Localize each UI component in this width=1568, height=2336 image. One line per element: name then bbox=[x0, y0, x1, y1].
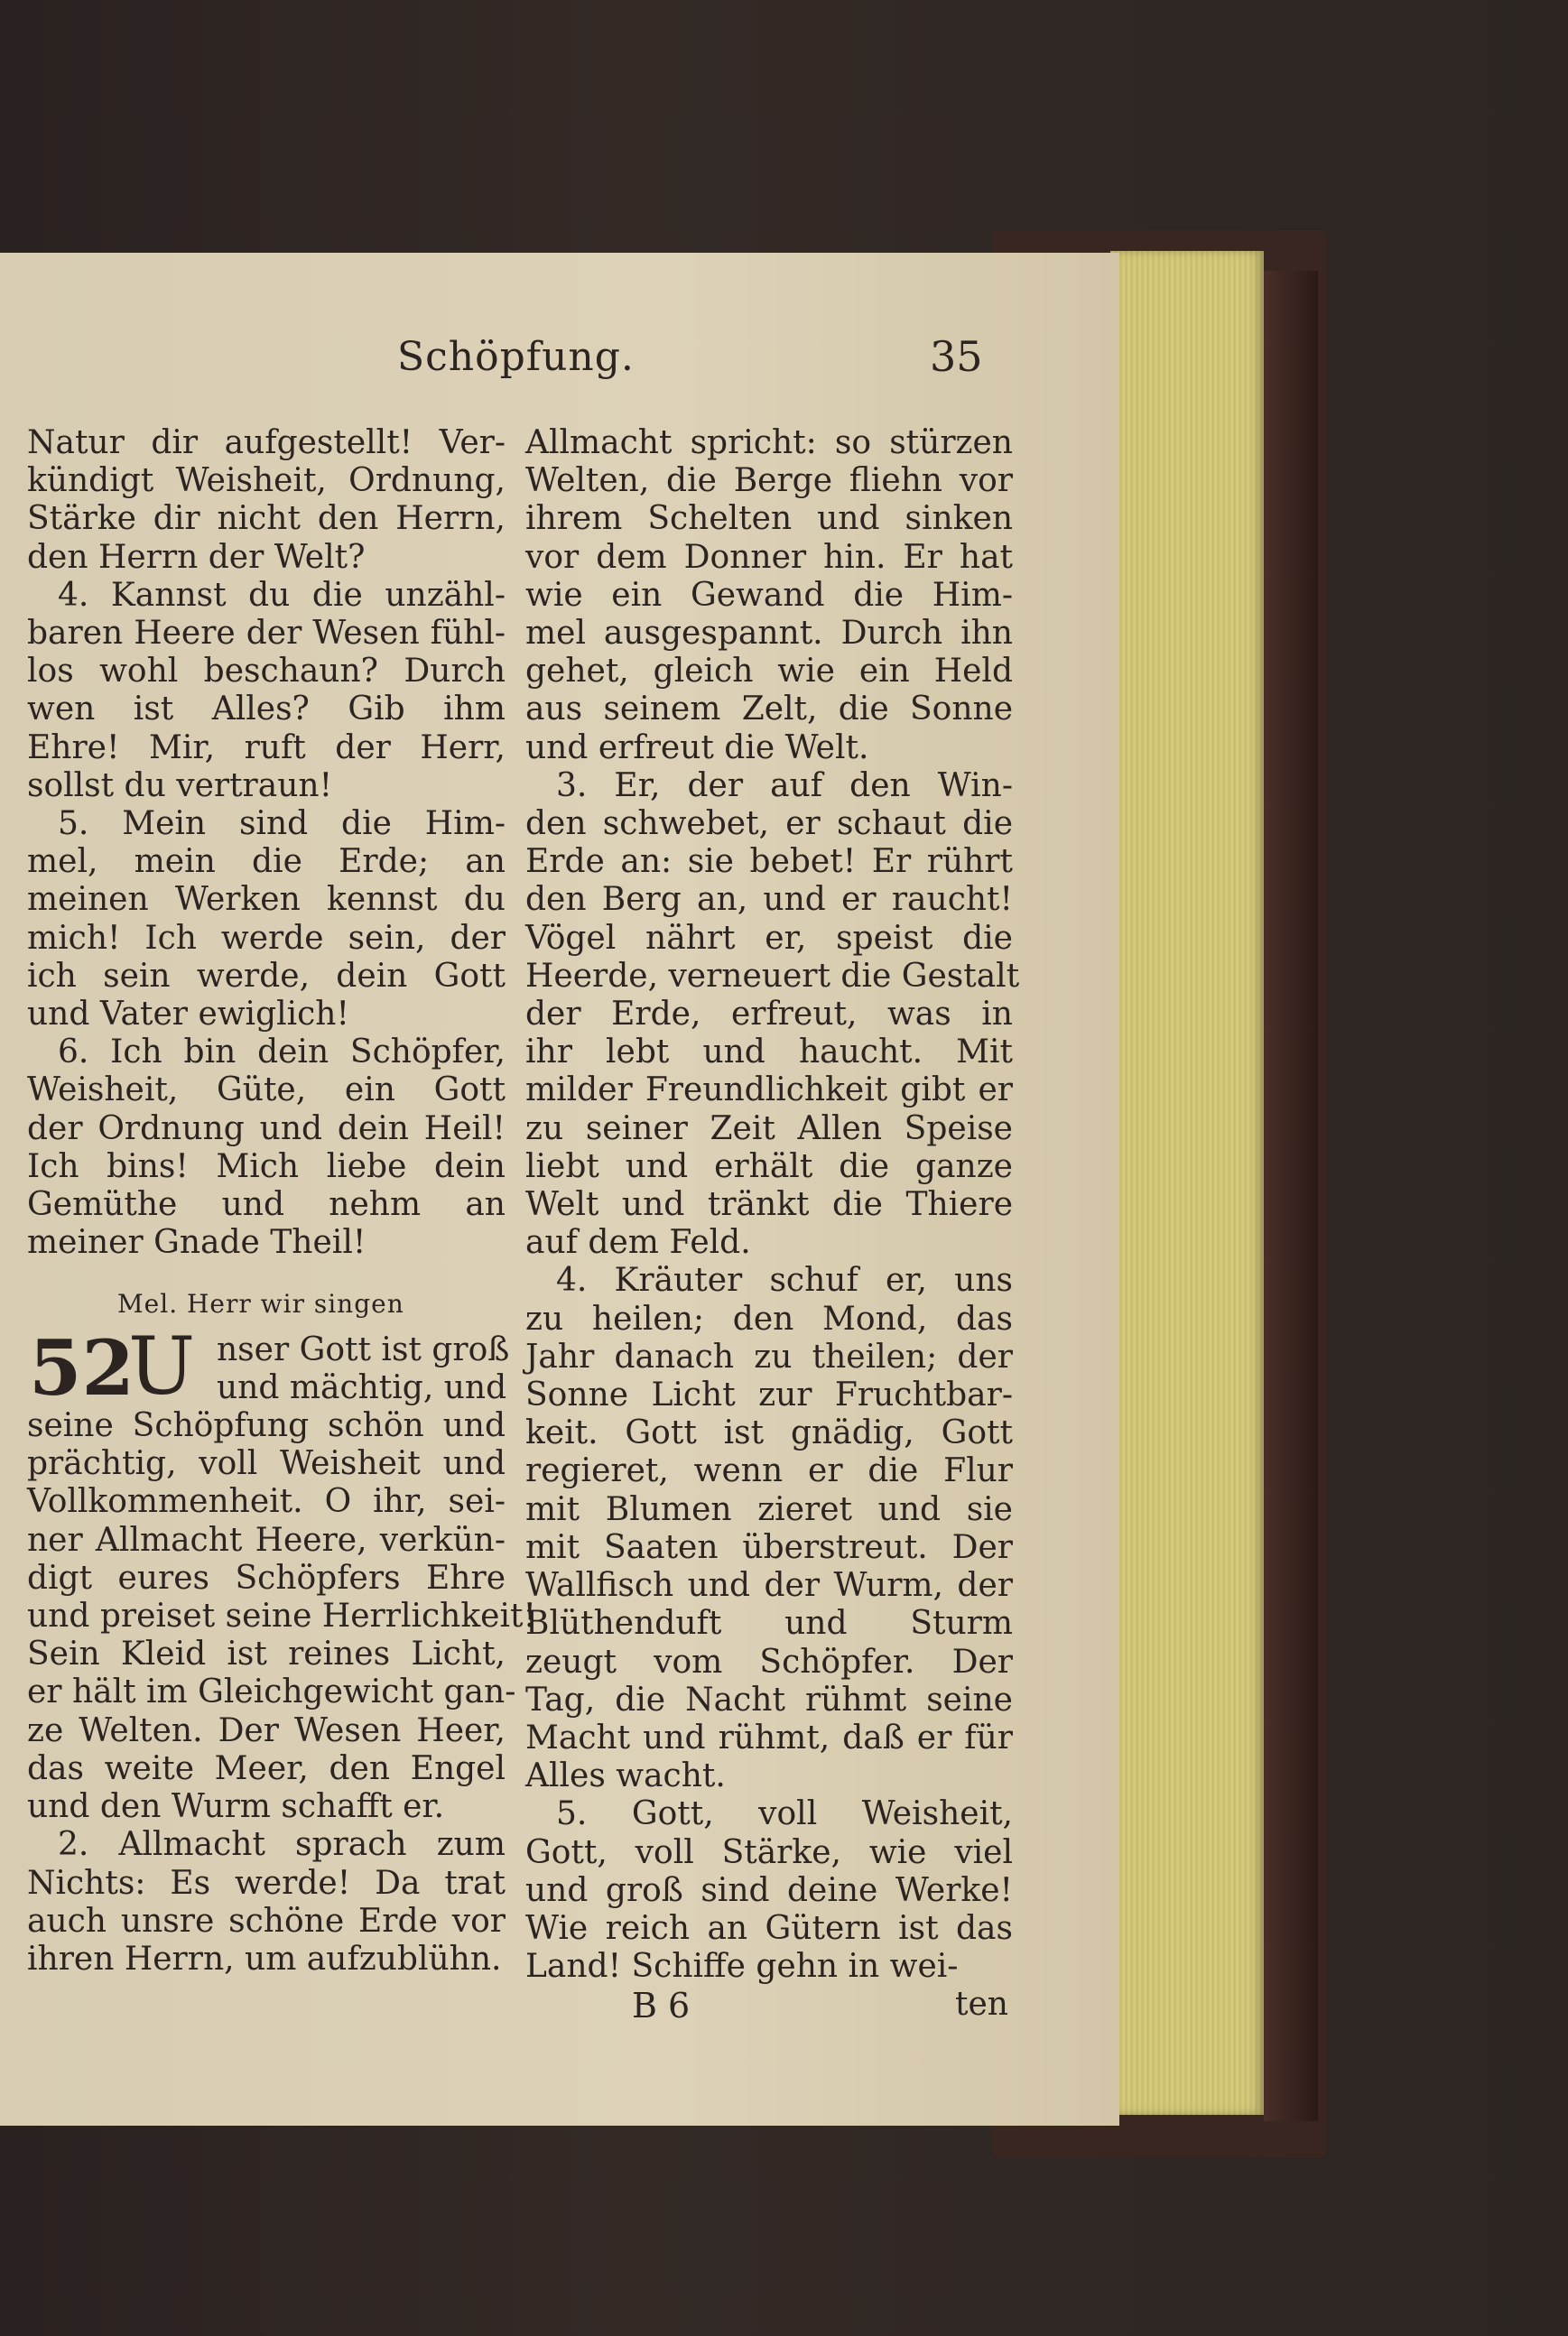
text-line: seine Schöpfung schön und bbox=[27, 1407, 506, 1445]
text-line: Allmacht spricht: so stürzen bbox=[525, 424, 1013, 461]
text-line: zu heilen; den Mond, das bbox=[525, 1300, 1013, 1338]
text-line: und groß sind deine Werke! bbox=[525, 1871, 1013, 1909]
text-line: ihrem Schelten und sinken bbox=[525, 500, 1013, 538]
catchword: ten bbox=[955, 1986, 1008, 2023]
running-head: Schöpfung. bbox=[397, 334, 635, 380]
text-line: mel ausgespannt. Durch ihn bbox=[525, 615, 1013, 653]
gilt-page-edges bbox=[1110, 251, 1264, 2115]
page-number: 35 bbox=[930, 332, 983, 381]
text-line: mich! Ich werde sein, der bbox=[27, 919, 506, 957]
text-line: Welt und tränkt die Thiere bbox=[525, 1186, 1013, 1224]
text-line: 4. Kannst du die unzähl- bbox=[58, 576, 506, 614]
text-line: der Ordnung und dein Heil! bbox=[27, 1109, 506, 1147]
text-line: sollst du vertraun! bbox=[27, 766, 333, 804]
text-line: digt eures Schöpfers Ehre bbox=[27, 1559, 506, 1597]
text-line: Tag, die Nacht rühmt seine bbox=[525, 1681, 1013, 1719]
text-line: und den Wurm schafft er. bbox=[27, 1788, 445, 1826]
text-line: prächtig, voll Weisheit und bbox=[27, 1445, 506, 1483]
hymn-first-line: nser Gott ist groß bbox=[217, 1330, 510, 1368]
text-line: und preiset seine Herrlichkeit! bbox=[27, 1598, 536, 1636]
text-line: wie ein Gewand die Him- bbox=[525, 576, 1013, 614]
text-line: der Erde, erfreut, was in bbox=[525, 996, 1013, 1034]
text-line: ihren Herrn, um aufzublühn. bbox=[27, 1940, 502, 1978]
text-line: Jahr danach zu theilen; der bbox=[525, 1338, 1013, 1376]
text-line: Gott, voll Stärke, wie viel bbox=[525, 1833, 1013, 1871]
text-line: ihr lebt und haucht. Mit bbox=[525, 1034, 1013, 1071]
text-line: Wie reich an Gütern ist das bbox=[525, 1909, 1013, 1947]
text-line: Wallfisch und der Wurm, der bbox=[525, 1567, 1013, 1605]
text-line: Land! Schiffe gehn in wei- bbox=[525, 1948, 959, 1986]
text-line: zeugt vom Schöpfer. Der bbox=[525, 1643, 1013, 1681]
printer-signature: B 6 bbox=[632, 1986, 691, 2025]
text-line: 6. Ich bin dein Schöpfer, bbox=[58, 1034, 506, 1071]
text-line: Stärke dir nicht den Herrn, bbox=[27, 500, 506, 538]
left-column bbox=[27, 424, 536, 1979]
text-line: Ich bins! Mich liebe dein bbox=[27, 1147, 506, 1185]
text-line: Vögel nährt er, speist die bbox=[525, 919, 1013, 957]
text-line: und erfreut die Welt. bbox=[525, 728, 869, 766]
text-line: Vollkommenheit. O ihr, sei- bbox=[27, 1483, 506, 1521]
text-line: und Vater ewiglich! bbox=[27, 996, 349, 1034]
text-line: Nichts: Es werde! Da trat bbox=[27, 1864, 506, 1902]
text-line: 5. Mein sind die Him- bbox=[58, 805, 506, 843]
text-line: 3. Er, der auf den Win- bbox=[556, 766, 1013, 804]
text-line: Welten, die Berge fliehn vor bbox=[525, 462, 1013, 500]
book-page bbox=[0, 253, 1119, 2126]
text-line: Macht und rühmt, daß er für bbox=[525, 1719, 1013, 1757]
text-line: Heerde, verneuert die Gestalt bbox=[525, 957, 1020, 995]
text-line: ner Allmacht Heere, verkün- bbox=[27, 1521, 506, 1559]
text-line: Weisheit, Güte, ein Gott bbox=[27, 1071, 506, 1109]
text-line: baren Heere der Wesen fühl- bbox=[27, 615, 506, 653]
text-line: wen ist Alles? Gib ihm bbox=[27, 691, 506, 728]
text-line: milder Freundlichkeit gibt er bbox=[525, 1071, 1013, 1109]
text-line: er hält im Gleichgewicht gan- bbox=[27, 1673, 516, 1711]
text-line: vor dem Donner hin. Er hat bbox=[525, 538, 1013, 576]
text-line: 2. Allmacht sprach zum bbox=[58, 1826, 506, 1864]
text-line: keit. Gott ist gnädig, Gott bbox=[525, 1414, 1013, 1452]
text-line: liebt und erhält die ganze bbox=[525, 1147, 1013, 1185]
text-line: Gemüthe und nehm an bbox=[27, 1186, 506, 1224]
right-column bbox=[525, 424, 1020, 1986]
text-line: auch unsre schöne Erde vor bbox=[27, 1902, 506, 1940]
right-column-text bbox=[525, 424, 1020, 1986]
text-line: Sonne Licht zur Fruchtbar- bbox=[525, 1377, 1013, 1414]
text-line: 5. Gott, voll Weisheit, bbox=[556, 1795, 1013, 1833]
left-column-text-b bbox=[27, 1407, 536, 1979]
text-line: Natur dir aufgestellt! Ver- bbox=[27, 424, 506, 461]
text-line: mit Saaten überstreut. Der bbox=[525, 1528, 1013, 1566]
text-line: ich sein werde, dein Gott bbox=[27, 957, 506, 995]
melody-line: Mel. Herr wir singen bbox=[117, 1289, 404, 1320]
text-line: meiner Gnade Theil! bbox=[27, 1224, 366, 1262]
text-line: den Herrn der Welt? bbox=[27, 538, 366, 576]
text-line: auf dem Feld. bbox=[525, 1224, 751, 1262]
text-line: zu seiner Zeit Allen Speise bbox=[525, 1109, 1013, 1147]
text-line: 4. Kräuter schuf er, uns bbox=[556, 1262, 1013, 1300]
text-line: Blüthenduft und Sturm bbox=[525, 1605, 1013, 1643]
text-line: meinen Werken kennst du bbox=[27, 881, 506, 919]
text-line: kündigt Weisheit, Ordnung, bbox=[27, 462, 506, 500]
text-line: Ehre! Mir, ruft der Herr, bbox=[27, 728, 506, 766]
hymn-second-line: und mächtig, und bbox=[217, 1368, 507, 1406]
text-line: Alles wacht. bbox=[525, 1757, 726, 1795]
text-line: Sein Kleid ist reines Licht, bbox=[27, 1636, 506, 1673]
left-column-text-a bbox=[27, 424, 506, 1262]
text-line: ze Welten. Der Wesen Heer, bbox=[27, 1711, 506, 1749]
drop-cap: U bbox=[128, 1319, 196, 1413]
text-line: das weite Meer, den Engel bbox=[27, 1749, 506, 1787]
hymn-heading bbox=[27, 1319, 510, 1413]
text-line: den Berg an, und er raucht! bbox=[525, 881, 1013, 919]
text-line: los wohl beschaun? Durch bbox=[27, 653, 506, 691]
text-line: regieret, wenn er die Flur bbox=[525, 1452, 1013, 1490]
text-line: aus seinem Zelt, die Sonne bbox=[525, 691, 1013, 728]
text-line: mel, mein die Erde; an bbox=[27, 843, 506, 881]
text-line: mit Blumen zieret und sie bbox=[525, 1490, 1013, 1528]
text-line: gehet, gleich wie ein Held bbox=[525, 653, 1013, 691]
cover-edge bbox=[1264, 271, 1318, 2121]
text-line: Erde an: sie bebet! Er rührt bbox=[525, 843, 1013, 881]
text-line: den schwebet, er schaut die bbox=[525, 805, 1013, 843]
hymn-number: 52 bbox=[29, 1322, 135, 1413]
